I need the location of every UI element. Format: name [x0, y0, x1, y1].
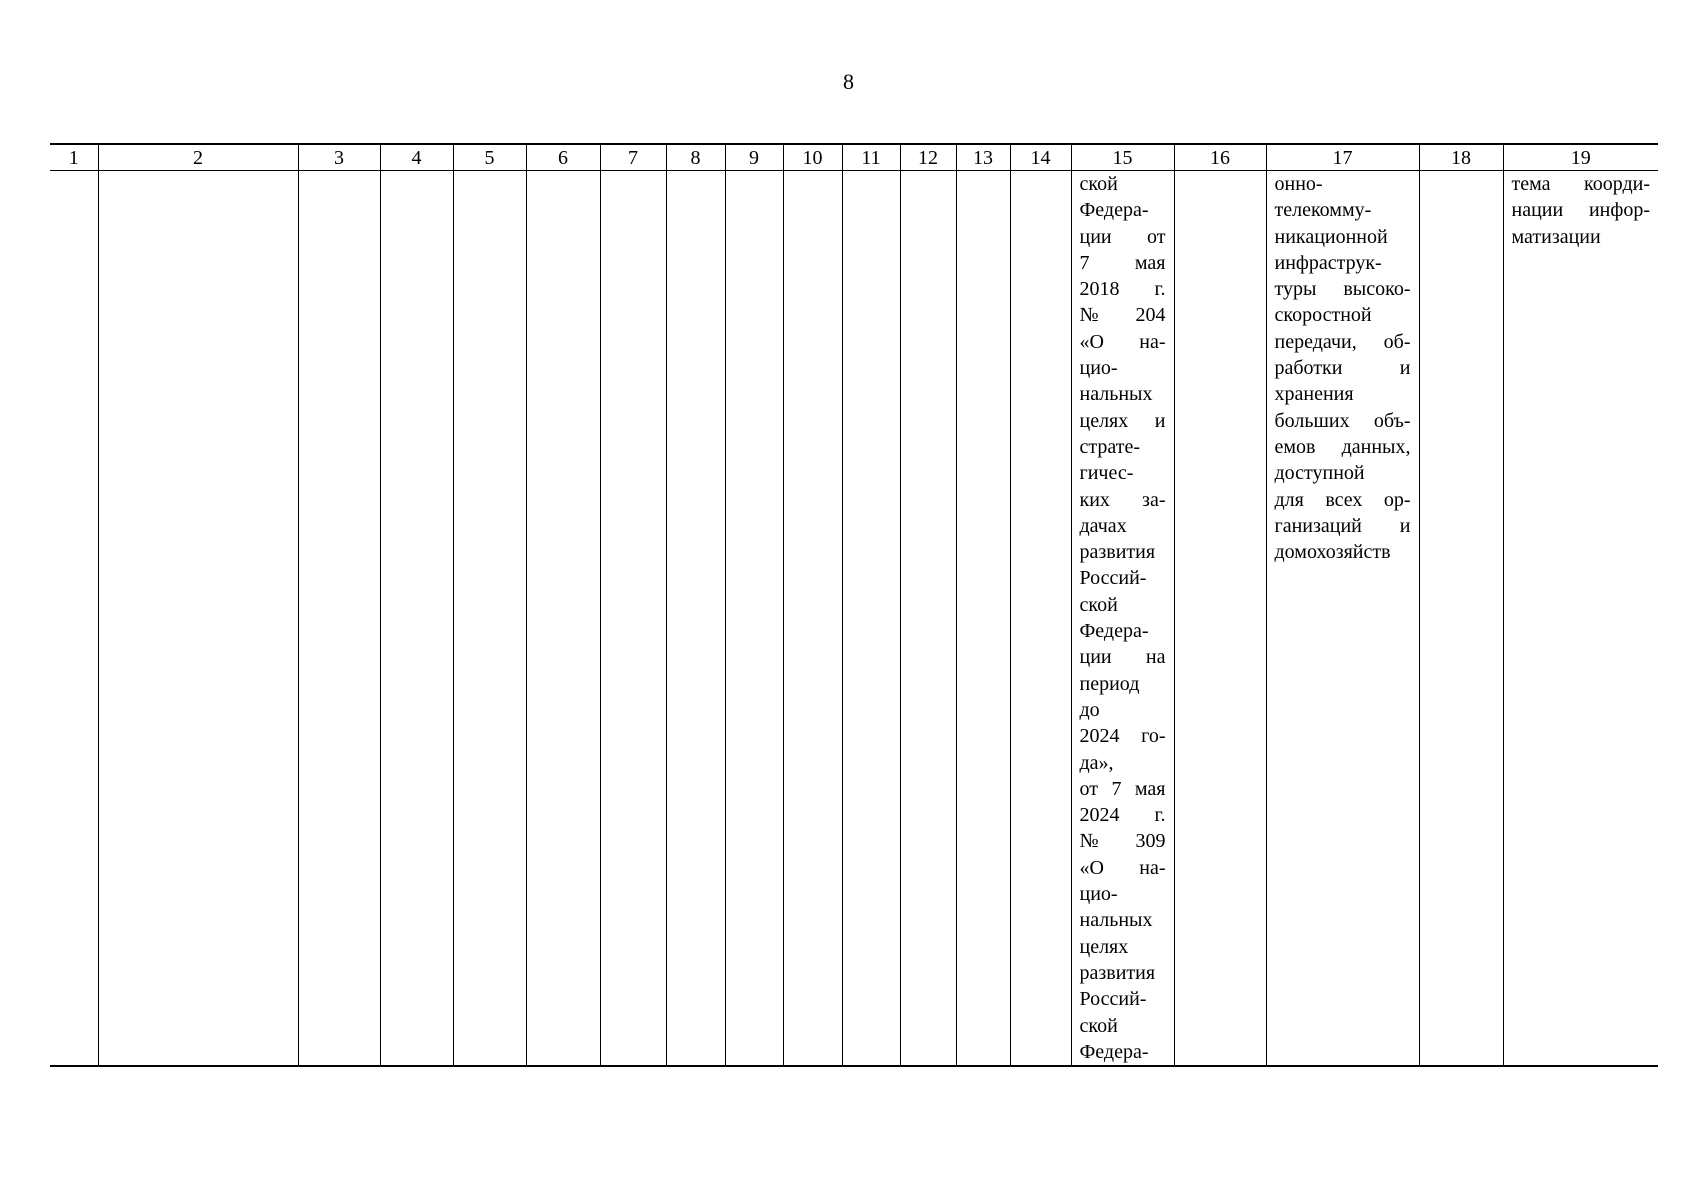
- text-line: работки и: [1274, 357, 1411, 380]
- text-line: тема коорди-: [1511, 173, 1650, 195]
- text-line: нации инфор-: [1511, 199, 1650, 222]
- header-col-12: 12: [900, 144, 956, 171]
- text-line: Федера-: [1079, 1040, 1149, 1063]
- text-line: ции от: [1079, 225, 1166, 248]
- cell-col-8: [666, 171, 725, 1067]
- header-col-16: 16: [1174, 144, 1266, 171]
- text-line: «О на-: [1079, 856, 1166, 879]
- text-line: 2024 г.: [1079, 804, 1166, 827]
- text-line: хранения: [1274, 383, 1354, 406]
- text-line: ской: [1079, 173, 1118, 195]
- cell-col-19: [1503, 171, 1658, 1067]
- text-line: цио-: [1079, 883, 1118, 906]
- header-col-10: 10: [783, 144, 842, 171]
- cell-col-7: [600, 171, 666, 1067]
- cell-col-11: [842, 171, 900, 1067]
- header-col-17: 17: [1266, 144, 1419, 171]
- header-col-4: 4: [380, 144, 453, 171]
- text-line: домохозяйств: [1274, 541, 1391, 564]
- text-line: 2018 г.: [1079, 278, 1166, 301]
- header-col-8: 8: [666, 144, 725, 171]
- text-line: № 309: [1079, 830, 1166, 853]
- cell-col-3: [298, 171, 380, 1067]
- text-line: Россий-: [1079, 988, 1147, 1011]
- header-col-18: 18: [1419, 144, 1503, 171]
- text-line: ции на: [1079, 646, 1166, 669]
- header-col-11: 11: [842, 144, 900, 171]
- col-19-text: [1504, 171, 1659, 250]
- text-line: скоростной: [1274, 304, 1372, 327]
- page-number: 8: [843, 69, 854, 94]
- cell-col-2: [98, 171, 298, 1067]
- text-line: дачах: [1079, 514, 1127, 537]
- text-line: передачи, об-: [1274, 330, 1411, 353]
- text-line: для всех ор-: [1274, 488, 1411, 511]
- text-line: емов данных,: [1274, 435, 1411, 458]
- header-col-15: 15: [1071, 144, 1174, 171]
- text-line: Федера-: [1079, 620, 1149, 643]
- header-col-6: 6: [526, 144, 600, 171]
- text-line: матизации: [1511, 225, 1601, 248]
- text-line: целях и: [1079, 409, 1166, 432]
- text-line: Федера-: [1079, 199, 1149, 222]
- text-line: телекомму-: [1274, 199, 1372, 222]
- text-line: доступной: [1274, 462, 1365, 485]
- text-line: Россий-: [1079, 567, 1147, 590]
- cell-col-5: [453, 171, 526, 1067]
- cell-col-13: [956, 171, 1010, 1067]
- header-col-3: 3: [298, 144, 380, 171]
- header-col-13: 13: [956, 144, 1010, 171]
- text-line: № 204: [1079, 304, 1166, 327]
- table-row: [50, 171, 1658, 1067]
- header-col-14: 14: [1010, 144, 1071, 171]
- cell-col-17: [1266, 171, 1419, 1067]
- text-line: онно-: [1274, 173, 1323, 195]
- text-line: больших объ-: [1274, 409, 1411, 432]
- text-line: инфраструк-: [1274, 251, 1382, 274]
- cell-col-14: [1010, 171, 1071, 1067]
- cell-col-16: [1174, 171, 1266, 1067]
- col-15-text: [1072, 171, 1174, 1065]
- header-col-7: 7: [600, 144, 666, 171]
- text-line: развития: [1079, 541, 1156, 564]
- cell-col-9: [725, 171, 783, 1067]
- cell-col-1: [50, 171, 98, 1067]
- text-line: гичес-: [1079, 462, 1134, 485]
- text-line: нальных: [1079, 909, 1153, 932]
- text-line: «О на-: [1079, 330, 1166, 353]
- text-line: период: [1079, 672, 1140, 695]
- text-line: никационной: [1274, 225, 1388, 248]
- header-col-9: 9: [725, 144, 783, 171]
- text-line: страте-: [1079, 435, 1140, 458]
- data-table: [50, 143, 1658, 1067]
- text-line: ской: [1079, 593, 1118, 616]
- text-line: цио-: [1079, 357, 1118, 380]
- cell-col-10: [783, 171, 842, 1067]
- text-line: от 7 мая: [1079, 777, 1166, 800]
- cell-col-4: [380, 171, 453, 1067]
- col-17-text: [1267, 171, 1419, 565]
- text-line: до: [1079, 698, 1100, 721]
- cell-col-18: [1419, 171, 1503, 1067]
- text-line: нальных: [1079, 383, 1153, 406]
- header-col-19: 19: [1503, 144, 1658, 171]
- cell-col-12: [900, 171, 956, 1067]
- cell-col-6: [526, 171, 600, 1067]
- text-line: да»,: [1079, 751, 1114, 774]
- header-col-5: 5: [453, 144, 526, 171]
- text-line: ской: [1079, 1014, 1118, 1037]
- text-line: целях: [1079, 935, 1129, 958]
- text-line: ких за-: [1079, 488, 1166, 511]
- cell-col-15: [1071, 171, 1174, 1067]
- header-row: [50, 144, 1658, 171]
- text-line: 2024 го-: [1079, 725, 1166, 748]
- text-line: туры высоко-: [1274, 278, 1411, 301]
- header-col-2: 2: [98, 144, 298, 171]
- text-line: 7 мая: [1079, 251, 1166, 274]
- text-line: ганизаций и: [1274, 514, 1411, 537]
- header-col-1: 1: [50, 144, 98, 171]
- text-line: развития: [1079, 961, 1156, 984]
